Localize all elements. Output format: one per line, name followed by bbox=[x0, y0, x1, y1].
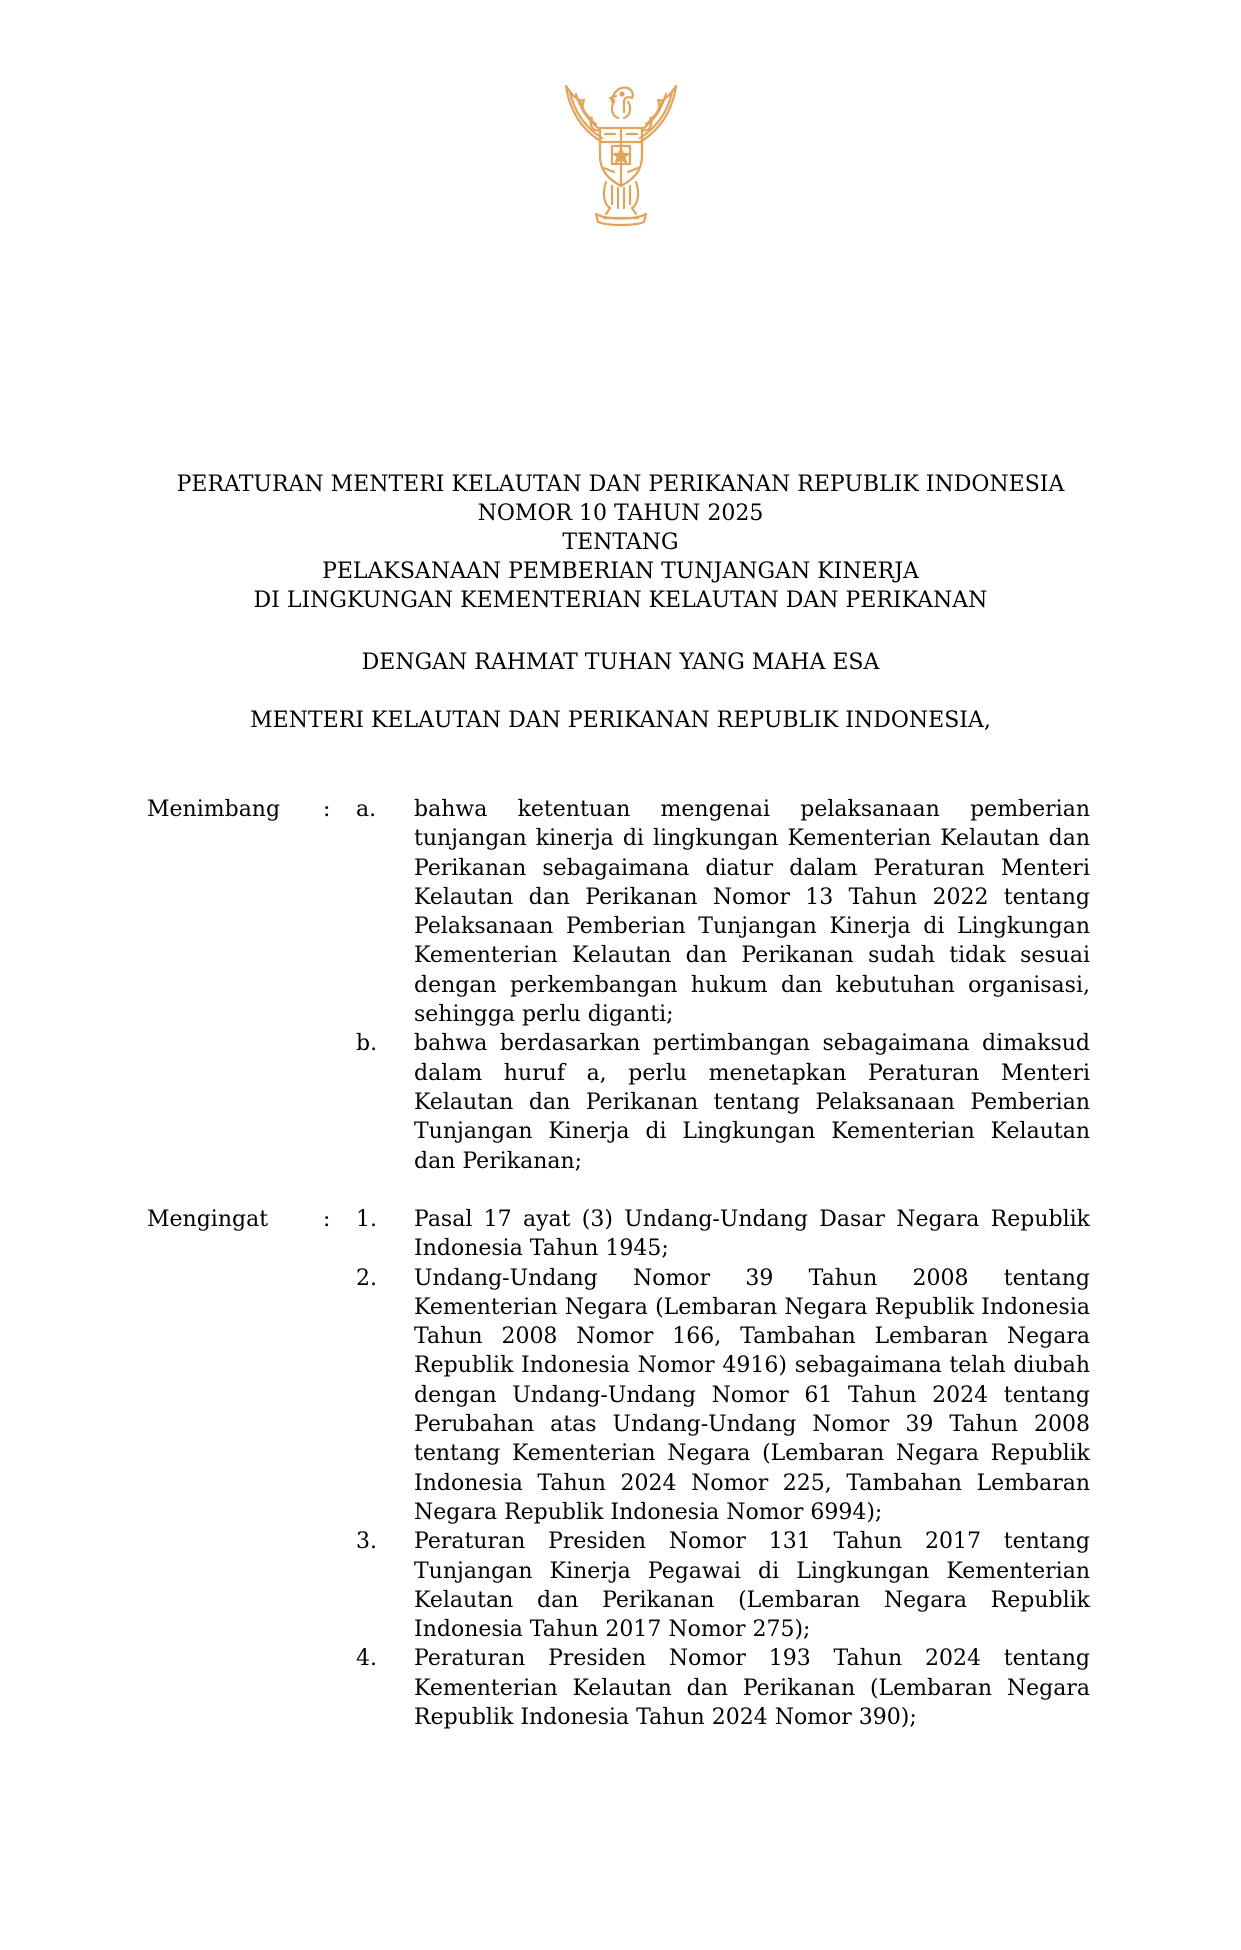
item-text: Peraturan Presiden Nomor 131 Tahun 2017 tentang Tunjangan Kinerja Pegawai di Lingkungan Kementerian Kelautan dan Perikanan (Lembaran Negara Republik Indonesia Tahun 2017 Nomor 275); bbox=[414, 1529, 1090, 1643]
menimbang-section bbox=[0, 795, 1241, 1176]
item-marker: 3. bbox=[356, 1529, 377, 1555]
mengingat-item bbox=[0, 1644, 1241, 1732]
mengingat-colon: : bbox=[323, 1207, 331, 1232]
regulation-title-block bbox=[0, 470, 1241, 615]
item-marker: 1. bbox=[356, 1207, 377, 1232]
mengingat-item bbox=[0, 1205, 1241, 1264]
item-text: Peraturan Presiden Nomor 193 Tahun 2024 tentang Kementerian Kelautan dan Perikanan (Lembaran Negara Republik Indonesia Tahun 2024 Nomor 390); bbox=[414, 1646, 1090, 1731]
item-text: Pasal 17 ayat (3) Undang-Undang Dasar Negara Republik Indonesia Tahun 1945; bbox=[414, 1207, 1090, 1262]
item-text: bahwa berdasarkan pertimbangan sebagaimana dimaksud dalam huruf a, perlu menetapkan Peraturan Menteri Kelautan dan Perikanan tentang Pelaksanaan Pemberian Tunjangan Kinerja di Lingkungan Kementerian Kelautan dan Perikanan; bbox=[414, 1031, 1090, 1174]
garuda-emblem-icon bbox=[540, 72, 702, 234]
menimbang-label: Menimbang bbox=[147, 797, 281, 822]
mengingat-section bbox=[0, 1205, 1241, 1732]
item-text: Undang-Undang Nomor 39 Tahun 2008 tentang Kementerian Negara (Lembaran Negara Republik Indonesia Tahun 2008 Nomor 166, Tambahan Lembaran Negara Republik Indonesia Nomor 4916) sebagaimana telah diubah dengan Undang-Undang Nomor 61 Tahun 2024 tentang Perubahan atas Undang-Undang Nomor 39 Tahun 2008 tentang Kementerian Negara (Lembaran Negara Republik Indonesia Tahun 2024 Nomor 225, Tambahan Lembaran Negara Republik Indonesia Nomor 6994); bbox=[414, 1265, 1090, 1525]
menimbang-colon: : bbox=[323, 797, 331, 822]
item-marker: 2. bbox=[356, 1265, 377, 1291]
regulation-subject-line-2: DI LINGKUNGAN KEMENTERIAN KELAUTAN DAN PERIKANAN bbox=[253, 588, 988, 613]
item-marker: b. bbox=[356, 1031, 378, 1057]
menimbang-item bbox=[0, 795, 1241, 1029]
regulation-tentang: TENTANG bbox=[562, 530, 679, 555]
mengingat-label: Mengingat bbox=[147, 1207, 269, 1232]
invocation-line: DENGAN RAHMAT TUHAN YANG MAHA ESA bbox=[361, 650, 880, 675]
item-text: bahwa ketentuan mengenai pelaksanaan pemberian tunjangan kinerja di lingkungan Kementerian Kelautan dan Perikanan sebagaimana diatur dalam Peraturan Menteri Kelautan dan Perikanan Nomor 13 Tahun 2022 tentang Pelaksanaan Pemberian Tunjangan Kinerja di Lingkungan Kementerian Kelautan dan Perikanan sudah tidak sesuai dengan perkembangan hukum dan kebutuhan organisasi, sehingga perlu diganti; bbox=[414, 797, 1090, 1028]
item-marker: a. bbox=[356, 797, 377, 822]
minister-line: MENTERI KELAUTAN DAN PERIKANAN REPUBLIK INDONESIA, bbox=[250, 708, 991, 733]
item-marker: 4. bbox=[356, 1646, 377, 1672]
menimbang-item bbox=[0, 1029, 1241, 1175]
regulation-number: NOMOR 10 TAHUN 2025 bbox=[477, 501, 764, 526]
regulation-title-line: PERATURAN MENTERI KELAUTAN DAN PERIKANAN REPUBLIK INDONESIA bbox=[176, 472, 1065, 497]
regulation-subject-line-1: PELAKSANAAN PEMBERIAN TUNJANGAN KINERJA bbox=[322, 559, 919, 584]
mengingat-item bbox=[0, 1527, 1241, 1644]
mengingat-item bbox=[0, 1264, 1241, 1528]
